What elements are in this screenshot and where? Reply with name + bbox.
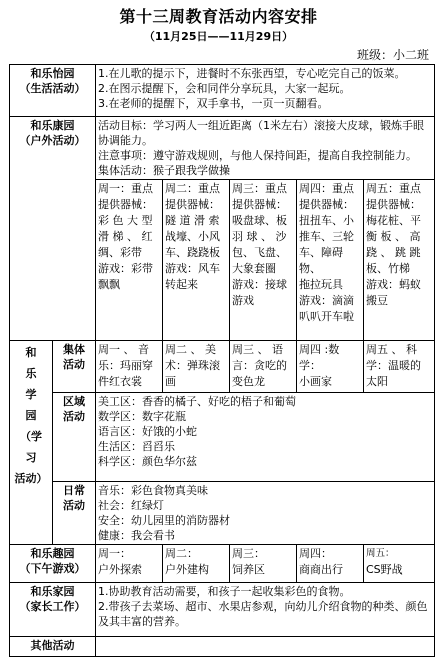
area-item: 语言区：好饿的小蛇: [98, 425, 197, 438]
outdoor-intro: [96, 117, 435, 180]
home-content: [96, 583, 435, 637]
outdoor-goal: 活动目标：学习两人一组近距离（1米左右）滚接大皮球，锻炼手眼协调能力。: [98, 119, 424, 147]
area-item: 生活区：舀舀乐: [98, 440, 175, 453]
daily-item: 社会：红绿灯: [98, 499, 164, 512]
group-day-thu: 周四 :数学： 小画家: [297, 341, 364, 393]
outdoor-intro-row: [10, 117, 435, 180]
afternoon-label: 和乐趣园 （下午游戏）: [10, 545, 96, 583]
life-item: 2.在图示提醒下，会和同伴分享玩具，大家一起玩。: [98, 82, 351, 95]
afternoon-row: [10, 545, 435, 583]
afternoon-day-tue: 周二： 户外建构: [163, 545, 230, 583]
learning-daily-row: [10, 482, 435, 545]
afternoon-day-thu: 周四： 商商出行: [297, 545, 364, 583]
daily-item: 健康：我会看书: [98, 529, 175, 542]
class-label: 班级：小二班: [356, 48, 429, 62]
learning-group-row: [10, 341, 435, 393]
daily-activity-label: 日常 活动: [53, 482, 96, 545]
home-label: 和乐家园 （家长工作）: [10, 583, 96, 637]
group-activity-label: 集体 活动: [53, 341, 96, 393]
group-day-wed: 周三 、 语 言：贪吃的 变色龙: [230, 341, 297, 393]
group-day-tue: 周二 、 美 术：弹珠滚 画: [163, 341, 230, 393]
outdoor-group: 集体活动：猴子跟我学做操: [98, 164, 230, 177]
schedule-table: [9, 64, 435, 657]
group-day-mon: 周一 、 音 乐：玛丽穿 件红衣裳: [96, 341, 163, 393]
outdoor-day-tue: 周二：重点 提供器械： 隧 道 滑 索 战壕、小风 车、跷跷板 游戏：风车 转起来: [163, 180, 230, 341]
life-item: 1.在儿歌的提示下，进餐时不东张西望，专心吃完自己的饭菜。: [98, 67, 406, 80]
area-activity-content: [96, 393, 435, 482]
date-range: （11月25日——11月29日）: [143, 30, 294, 43]
home-item: 1.协助教育活动需要，和孩子一起收集彩色的食物。: [98, 585, 351, 598]
outdoor-day-fri: 周五：重点 提供器械： 梅花桩、平 衡 板 、 高 跷 、 跳 跳 板、竹梯 游戏：蚂蚁 搬豆: [364, 180, 435, 341]
home-item: 2.带孩子去菜场、超市、水果店参观，向幼儿介绍食物的种类、颜色及其丰富的营养。: [98, 600, 428, 628]
other-label: 其他活动: [10, 637, 96, 657]
other-content: [96, 637, 435, 657]
area-item: 数学区：数字花瓶: [98, 410, 186, 423]
life-row: [10, 65, 435, 117]
area-item: 美工区：香香的橘子、好吃的梧子和葡萄: [98, 395, 296, 408]
life-label: 和乐怡园 （生活活动）: [10, 65, 96, 117]
outdoor-label: 和乐康园 （户外活动）: [10, 117, 96, 341]
daily-item: 音乐：彩色食物真美味: [98, 484, 208, 497]
afternoon-day-fri: 周五： CS野战: [364, 545, 435, 583]
group-day-fri: 周五 、 科 学：温暖的 太阳: [364, 341, 435, 393]
outdoor-day-wed: 周三：重点 提供器械： 吸盘球、板 羽 球 、 沙 包、飞盘、 大象套圈 游戏：接球 游戏: [230, 180, 297, 341]
daily-activity-content: [96, 482, 435, 545]
daily-item: 安全：幼儿园里的消防器材: [98, 514, 230, 527]
outdoor-day-thu: 周四：重点 提供器械： 扭扭车、小 推车、三轮 车、障碍物、 拖拉玩具 游戏：滴滴 叭叭开车啦: [297, 180, 364, 341]
other-row: [10, 637, 435, 657]
area-item: 科学区：颜色华尔兹: [98, 455, 197, 468]
afternoon-day-mon: 周一： 户外探索: [96, 545, 163, 583]
afternoon-day-wed: 周三： 饲养区: [230, 545, 297, 583]
life-item: 3.在老师的提醒下，双手拿书，一页一页翻看。: [98, 97, 329, 110]
page-title: 第十三周教育活动内容安排: [119, 7, 318, 26]
home-row: [10, 583, 435, 637]
learning-area-row: [10, 393, 435, 482]
outdoor-day-mon: 周一：重点 提供器械： 彩 色 大 型 滑 梯 、 红 绸、彩带 游戏：彩带 飘飘: [96, 180, 163, 341]
outdoor-note: 注意事项：遵守游戏规则，与他人保持间距，提高自我控制能力。: [98, 149, 417, 162]
life-content: [96, 65, 435, 117]
learning-label: 和 乐 学 园 （学 习 活动）: [10, 341, 53, 545]
area-activity-label: 区域 活动: [53, 393, 96, 482]
